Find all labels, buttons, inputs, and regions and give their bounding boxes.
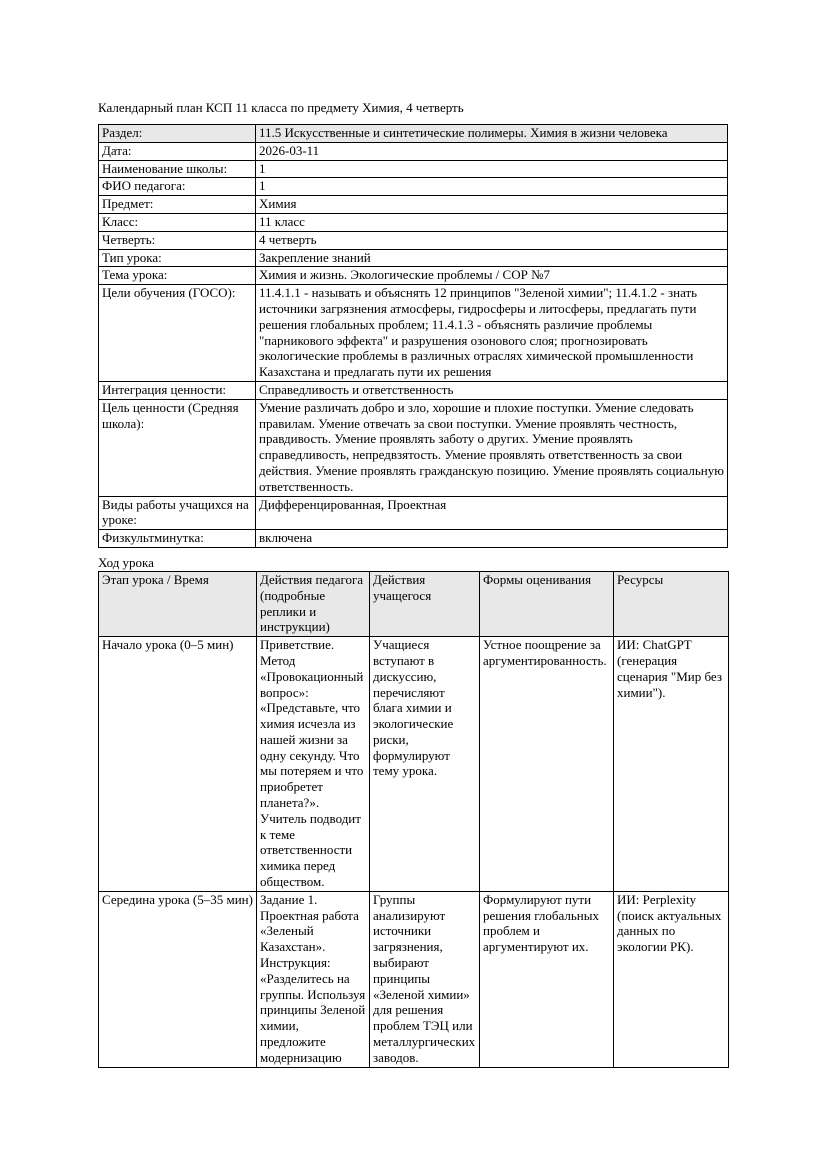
info-label: Физкультминутка: xyxy=(99,530,256,548)
table-row xyxy=(99,231,728,249)
info-label: ФИО педагога: xyxy=(99,178,256,196)
table-row xyxy=(99,125,728,143)
info-value: Справедливость и ответственность xyxy=(256,381,728,399)
info-label: Наименование школы: xyxy=(99,160,256,178)
cell-teacher-actions: Приветствие. Метод «Провокационный вопрос»: «Представьте, что химия исчезла из нашей жизни за одну секунду. Что мы потеряем и что приобретет планета?». Учитель подводит к теме ответственности химика перед обществом. xyxy=(257,637,370,892)
table-row xyxy=(99,496,728,530)
info-value: 2026-03-11 xyxy=(256,142,728,160)
info-label: Тема урока: xyxy=(99,267,256,285)
table-row xyxy=(99,530,728,548)
info-label: Тип урока: xyxy=(99,249,256,267)
table-row xyxy=(99,142,728,160)
table-row xyxy=(99,160,728,178)
cell-assessment: Устное поощрение за аргументированность. xyxy=(480,637,614,892)
info-label: Цели обучения (ГОСО): xyxy=(99,285,256,382)
info-label: Интеграция ценности: xyxy=(99,381,256,399)
info-value: включена xyxy=(256,530,728,548)
lesson-info-table xyxy=(98,124,728,548)
info-label: Цель ценности (Средняя школа): xyxy=(99,399,256,496)
info-value: Умение различать добро и зло, хорошие и плохие поступки. Умение следовать правилам. Умение отвечать за свои поступки. Умение проявлять честность, правдивость. Умение проявлять заботу о других. Умение проявлять справедливость, непредвзятость. Умение проявлять ответственность за свои действия. Умение проявлять гражданскую позицию. Умение проявлять социальную ответственность. xyxy=(256,399,728,496)
page-title: Календарный план КСП 11 класса по предмету Химия, 4 четверть xyxy=(98,100,464,115)
cell-student-actions: Учащиеся вступают в дискуссию, перечисляют блага химии и экологические риски, формулируют тему урока. xyxy=(370,637,480,892)
table-row xyxy=(99,213,728,231)
table-row xyxy=(99,249,728,267)
table-row xyxy=(99,891,729,1067)
cell-stage: Начало урока (0–5 мин) xyxy=(99,637,257,892)
section-title-lesson-flow: Ход урока xyxy=(98,554,154,570)
col-header-resources: Ресурсы xyxy=(614,571,729,636)
info-value: Химия и жизнь. Экологические проблемы / СОР №7 xyxy=(256,267,728,285)
info-label: Виды работы учащихся на уроке: xyxy=(99,496,256,530)
document-page xyxy=(98,0,728,1068)
table-row xyxy=(99,381,728,399)
col-header-student-actions: Действия учащегося xyxy=(370,571,480,636)
info-value: 1 xyxy=(256,178,728,196)
info-value: 11 класс xyxy=(256,213,728,231)
table-row xyxy=(99,178,728,196)
col-header-stage: Этап урока / Время xyxy=(99,571,257,636)
lesson-flow-table xyxy=(98,571,729,1068)
info-label: Раздел: xyxy=(99,125,256,143)
info-label: Класс: xyxy=(99,213,256,231)
table-row xyxy=(99,196,728,214)
info-value: Закрепление знаний xyxy=(256,249,728,267)
info-label: Дата: xyxy=(99,142,256,160)
info-label: Предмет: xyxy=(99,196,256,214)
table-header-row xyxy=(99,571,729,636)
info-value: 4 четверть xyxy=(256,231,728,249)
cell-stage: Середина урока (5–35 мин) xyxy=(99,891,257,1067)
table-row xyxy=(99,399,728,496)
info-value: Дифференцированная, Проектная xyxy=(256,496,728,530)
col-header-teacher-actions: Действия педагога (подробные реплики и инструкции) xyxy=(257,571,370,636)
cell-student-actions: Группы анализируют источники загрязнения, выбирают принципы «Зеленой химии» для решения проблем ТЭЦ или металлургических заводов. xyxy=(370,891,480,1067)
cell-assessment: Формулируют пути решения глобальных проблем и аргументируют их. xyxy=(480,891,614,1067)
table-row xyxy=(99,637,729,892)
cell-resources: ИИ: ChatGPT (генерация сценария "Мир без химии"). xyxy=(614,637,729,892)
table-row xyxy=(99,285,728,382)
info-label: Четверть: xyxy=(99,231,256,249)
info-value: 11.5 Искусственные и синтетические полимеры. Химия в жизни человека xyxy=(256,125,728,143)
table-row xyxy=(99,267,728,285)
info-value: 11.4.1.1 - называть и объяснять 12 принципов "Зеленой химии"; 11.4.1.2 - знать источники загрязнения атмосферы, гидросферы и литосферы, предлагать пути решения глобальных проблем; 11.4.1.3 - объяснять различие проблемы "парникового эффекта" и разрушения озонового слоя; прогнозировать экологические проблемы в различных отраслях химической промышленности Казахстана и предлагать пути их решения xyxy=(256,285,728,382)
cell-resources: ИИ: Perplexity (поиск актуальных данных по экологии РК). xyxy=(614,891,729,1067)
cell-teacher-actions: Задание 1. Проектная работа «Зеленый Казахстан». Инструкция: «Разделитесь на группы. Используя принципы Зеленой химии, предложите модернизацию xyxy=(257,891,370,1067)
info-value: 1 xyxy=(256,160,728,178)
col-header-assessment: Формы оценивания xyxy=(480,571,614,636)
info-value: Химия xyxy=(256,196,728,214)
